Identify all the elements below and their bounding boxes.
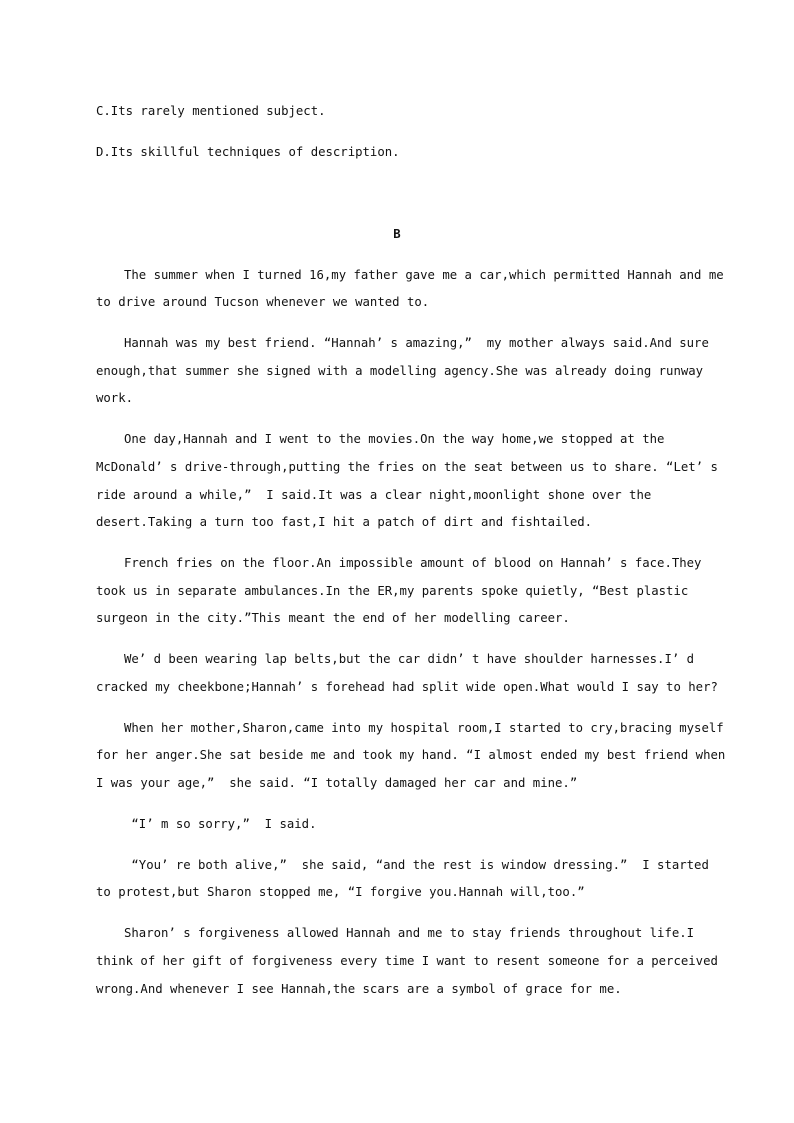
paragraph-line: work. [96,391,134,405]
paragraph-line: wrong.And whenever I see Hannah,the scars are a symbol of grace for me. [96,982,622,996]
paragraph-line: I was your age,” she said. “I totally damaged her car and mine.” [96,776,578,790]
option-c: C.Its rarely mentioned subject. [96,104,326,118]
paragraph-line: to drive around Tucson whenever we wanted to. [96,295,430,309]
paragraph-line: The summer when I turned 16,my father gave me a car,which permitted Hannah and me [124,268,724,282]
paragraph-line: Hannah was my best friend. “Hannah’ s amazing,” my mother always said.And sure [124,336,709,350]
paragraph-line: for her anger.She sat beside me and took my hand. “I almost ended my best friend when [96,748,726,762]
paragraph-line: We’ d been wearing lap belts,but the car didn’ t have shoulder harnesses.I’ d [124,652,695,666]
paragraph-line: One day,Hannah and I went to the movies.On the way home,we stopped at the [124,432,665,446]
paragraph-line: desert.Taking a turn too fast,I hit a patch of dirt and fishtailed. [96,515,593,529]
paragraph-line: took us in separate ambulances.In the ER,my parents spoke quietly, “Best plastic [96,584,689,598]
paragraph-line: enough,that summer she signed with a modelling agency.She was already doing runway [96,364,704,378]
paragraph-line: cracked my cheekbone;Hannah’ s forehead had split wide open.What would I say to her? [96,680,718,694]
paragraph-line: think of her gift of forgiveness every time I want to resent someone for a perceived [96,954,718,968]
paragraph-line: “I’ m so sorry,” I said. [124,817,317,831]
paragraph-line: When her mother,Sharon,came into my hospital room,I started to cry,bracing myself [124,721,724,735]
paragraph-line: Sharon’ s forgiveness allowed Hannah and me to stay friends throughout life.I [124,926,695,940]
paragraph-line: surgeon in the city.”This meant the end of her modelling career. [96,611,570,625]
paragraph-line: ride around a while,” I said.It was a clear night,moonlight shone over the [96,488,652,502]
option-d: D.Its skillful techniques of description. [96,145,400,159]
paragraph-line: to protest,but Sharon stopped me, “I forgive you.Hannah will,too.” [96,885,585,899]
paragraph-line: McDonald’ s drive-through,putting the fries on the seat between us to share. “Let’ s [96,460,718,474]
section-heading: B [393,227,401,241]
paragraph-line: French fries on the floor.An impossible amount of blood on Hannah’ s face.They [124,556,702,570]
paragraph-line: “You’ re both alive,” she said, “and the rest is window dressing.” I started [124,858,709,872]
